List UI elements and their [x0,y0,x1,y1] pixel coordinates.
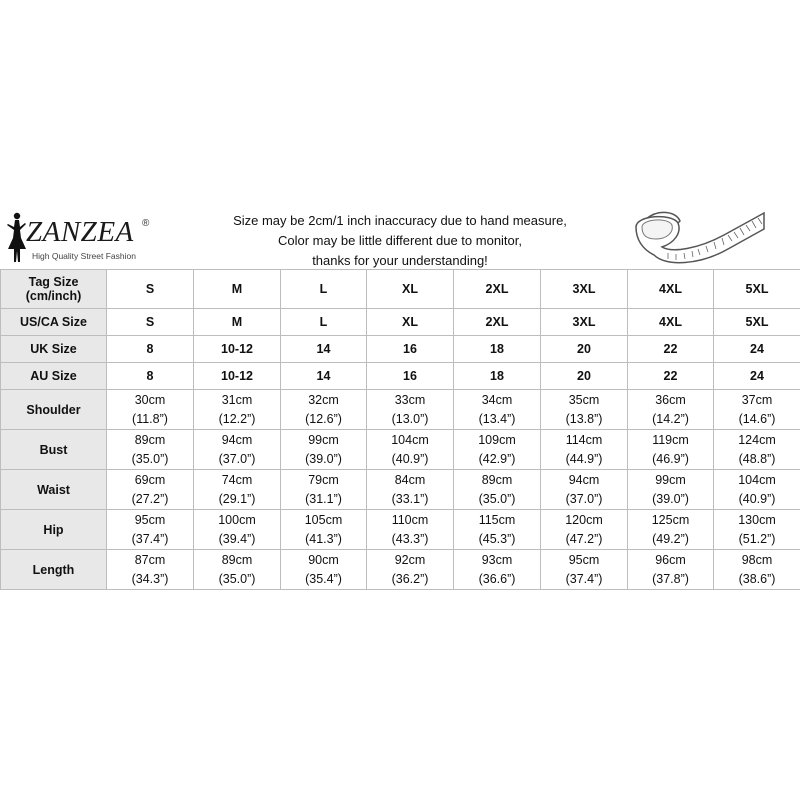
measurement-cell [367,430,454,470]
measurement-cell [107,550,194,590]
inch-value: (35.4”) [305,571,342,586]
size-cell: 16 [367,336,454,363]
size-header-cell: 4XL [628,270,714,309]
measurement-cell [541,390,628,430]
measurement-cell [628,550,714,590]
size-cell: XL [367,309,454,336]
inch-value: (13.4”) [478,411,516,426]
brand-name: ZANZEA [26,216,134,248]
inch-value: (41.3”) [305,531,342,546]
measurement-cell [107,470,194,510]
bust-row [1,430,800,470]
size-cell: 5XL [714,309,800,336]
size-header-cell: L [281,270,367,309]
measurement-cell [454,430,541,470]
size-cell: 8 [107,363,194,390]
size-header-cell: 2XL [454,270,541,309]
measurement-cell [367,390,454,430]
measurement-cell [281,390,367,430]
row-label: Shoulder [1,390,107,430]
measurement-cell [107,390,194,430]
cm-value: 89cm [134,432,166,447]
size-cell: 22 [628,363,714,390]
cm-value: 79cm [308,472,339,487]
inch-value: (48.8”) [738,451,776,466]
measurement-cell [367,550,454,590]
inch-value: (39.0”) [652,491,689,506]
measurement-cell [367,510,454,550]
inch-value: (37.4”) [565,571,603,586]
inch-value: (27.2”) [131,491,169,506]
cm-value: 99cm [655,472,686,487]
inch-value: (44.9”) [565,451,603,466]
brand-tagline: High Quality Street Fashion [32,251,136,261]
measurement-cell [454,550,541,590]
size-cell: M [194,309,281,336]
au-size-row [1,363,800,390]
inch-value: (33.1”) [391,491,429,506]
measurement-cell [367,470,454,510]
length-row [1,550,800,590]
size-cell: 4XL [628,309,714,336]
size-header-cell: S [107,270,194,309]
measurement-cell [281,470,367,510]
inch-value: (13.0”) [391,411,429,426]
notice-line-1: Size may be 2cm/1 inch inaccuracy due to hand measure, [233,213,567,228]
size-cell: 3XL [541,309,628,336]
size-cell: 10-12 [194,363,281,390]
cm-value: 30cm [134,392,166,407]
cm-value: 93cm [481,552,513,567]
measurement-cell [454,470,541,510]
inch-value: (37.8”) [652,571,689,586]
row-label: Length [1,550,107,590]
measurement-cell [194,470,281,510]
measurement-cell [281,510,367,550]
size-cell: 16 [367,363,454,390]
measurement-cell [628,510,714,550]
measurement-cell [454,510,541,550]
inch-value: (45.3”) [478,531,516,546]
hip-row [1,510,800,550]
brand-logo [4,209,164,267]
measurement-cell [714,510,800,550]
cm-value: 89cm [221,552,253,567]
size-header-cell: 5XL [714,270,800,309]
cm-value: 32cm [308,392,339,407]
size-chart-table [0,269,800,590]
cm-value: 84cm [394,472,426,487]
size-cell: S [107,309,194,336]
registered-mark: ® [142,218,150,229]
cm-value: 95cm [568,552,600,567]
inch-value: (11.8”) [132,411,168,426]
measurement-cell [281,550,367,590]
inch-value: (38.6”) [738,571,776,586]
measurement-cell [541,550,628,590]
cm-value: 115cm [478,512,516,527]
size-cell: L [281,309,367,336]
measurement-rows [1,390,800,590]
inch-value: (49.2”) [652,531,689,546]
row-label: Hip [1,510,107,550]
cm-value: 94cm [568,472,600,487]
cm-value: 99cm [308,432,339,447]
cm-value: 37cm [741,392,773,407]
tag-size-unit: (cm/inch) [25,289,82,303]
inch-value: (29.1”) [218,491,256,506]
cm-value: 120cm [565,512,603,527]
inch-value: (35.0”) [218,571,256,586]
inch-value: (36.2”) [391,571,429,586]
row-label: Bust [1,430,107,470]
cm-value: 104cm [738,472,776,487]
cm-value: 119cm [652,432,689,447]
measurement-cell [714,390,800,430]
inch-value: (42.9”) [478,451,516,466]
shoulder-row [1,390,800,430]
inch-value: (43.3”) [391,531,429,546]
inch-value: (31.1”) [305,491,342,506]
cm-value: 125cm [651,512,690,527]
cm-value: 74cm [221,472,253,487]
inch-value: (14.2”) [652,411,689,426]
size-header-cell: M [194,270,281,309]
measurement-cell [194,550,281,590]
size-cell: 22 [628,336,714,363]
size-cell: 8 [107,336,194,363]
size-cell: 24 [714,336,800,363]
cm-value: 104cm [391,432,429,447]
row-label: US/CA Size [1,309,107,336]
cm-value: 109cm [478,432,516,447]
size-cell: 20 [541,363,628,390]
cm-value: 98cm [741,552,773,567]
cm-value: 94cm [221,432,253,447]
inch-value: (39.0”) [305,451,342,466]
inch-value: (37.0”) [218,451,256,466]
size-cell: 18 [454,363,541,390]
inch-value: (47.2”) [565,531,603,546]
inch-value: (36.6”) [478,571,516,586]
us-ca-size-row [1,309,800,336]
inch-value: (46.9”) [652,451,689,466]
cm-value: 87cm [134,552,166,567]
notice-line-2: Color may be little different due to monitor, [278,233,522,248]
row-label: AU Size [1,363,107,390]
measurement-cell [194,510,281,550]
notice-line-3: thanks for your understanding! [312,253,488,268]
cm-value: 69cm [134,472,166,487]
measurement-cell [541,430,628,470]
size-cell: 14 [281,336,367,363]
cm-value: 36cm [655,392,686,407]
inch-value: (39.4”) [218,531,256,546]
measurement-cell [714,430,800,470]
measurement-cell [541,470,628,510]
cm-value: 100cm [218,512,256,527]
cm-value: 95cm [134,512,166,527]
size-cell: 10-12 [194,336,281,363]
measurement-cell [628,470,714,510]
cm-value: 110cm [391,512,429,527]
size-cell: 24 [714,363,800,390]
inch-value: (37.4”) [131,531,169,546]
inch-value: (35.0”) [131,451,169,466]
cm-value: 35cm [568,392,600,407]
cm-value: 124cm [738,432,776,447]
measurement-cell [714,550,800,590]
chart-header [0,205,800,269]
cm-value: 130cm [738,512,776,527]
size-cell: 2XL [454,309,541,336]
inch-value: (12.6”) [305,411,342,426]
measurement-cell [628,430,714,470]
inch-value: (40.9”) [391,451,429,466]
row-label: UK Size [1,336,107,363]
row-label: Waist [1,470,107,510]
inch-value: (34.3”) [131,571,169,586]
measurement-cell [714,470,800,510]
inch-value: (40.9”) [738,491,776,506]
cm-value: 90cm [308,552,339,567]
measurement-notice [200,211,600,271]
tag-size-row [1,270,800,309]
cm-value: 31cm [221,392,253,407]
size-cell: 18 [454,336,541,363]
measuring-tape-icon [628,205,768,269]
waist-row [1,470,800,510]
inch-value: (13.8”) [565,411,603,426]
cm-value: 105cm [304,512,343,527]
inch-value: (14.6”) [738,411,776,426]
inch-value: (37.0”) [565,491,603,506]
measurement-cell [107,430,194,470]
size-header-cell: XL [367,270,454,309]
cm-value: 33cm [394,392,426,407]
cm-value: 114cm [565,432,603,447]
cm-value: 92cm [394,552,426,567]
measurement-cell [541,510,628,550]
tag-size-label: Tag Size [28,275,79,289]
cm-value: 89cm [481,472,513,487]
inch-value: (12.2”) [218,411,256,426]
cm-value: 34cm [481,392,513,407]
inch-value: (35.0”) [478,491,516,506]
size-cell: 14 [281,363,367,390]
inch-value: (51.2”) [738,531,776,546]
measurement-cell [628,390,714,430]
measurement-cell [194,430,281,470]
measurement-cell [281,430,367,470]
measurement-cell [454,390,541,430]
tag-size-header [1,270,107,309]
uk-size-row [1,336,800,363]
size-header-cell: 3XL [541,270,628,309]
size-cell: 20 [541,336,628,363]
cm-value: 96cm [655,552,686,567]
measurement-cell [194,390,281,430]
measurement-cell [107,510,194,550]
